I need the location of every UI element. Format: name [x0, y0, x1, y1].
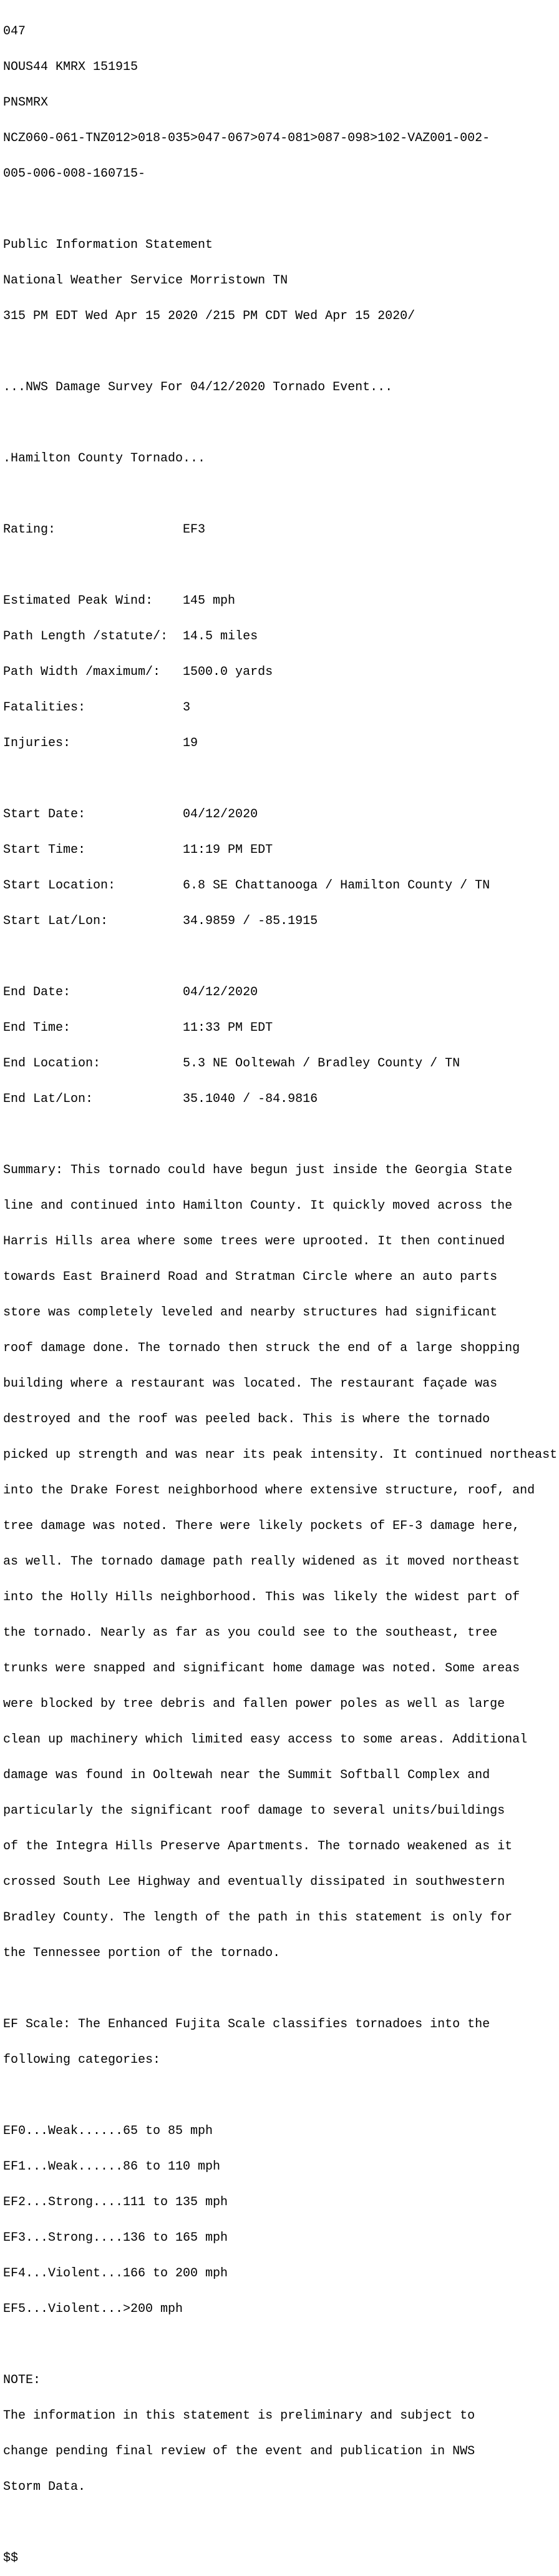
summary-line: clean up machinery which limited easy access to some areas. Additional	[3, 1733, 528, 1747]
ef-scale-row: EF0...Weak......65 to 85 mph	[3, 2124, 213, 2138]
end-info-line: End Date: 04/12/2020	[3, 985, 258, 1000]
end-info-line: End Location: 5.3 NE Ooltewah / Bradley County / TN	[3, 1056, 460, 1071]
summary-line: roof damage done. The tornado then struck the end of a large shopping	[3, 1341, 520, 1355]
start-info-line: Start Date: 04/12/2020	[3, 807, 258, 822]
blank-line	[3, 2517, 559, 2529]
end-info-line: End Time: 11:33 PM EDT	[3, 1021, 273, 1035]
blank-line	[3, 559, 559, 571]
summary-line: towards East Brainerd Road and Stratman Circle where an auto parts	[3, 1270, 498, 1284]
blank-line	[3, 951, 559, 963]
product-issued-time: 315 PM EDT Wed Apr 15 2020 /215 PM CDT Wed Apr 15 2020/	[3, 309, 416, 323]
stat-line: Estimated Peak Wind: 145 mph	[3, 594, 236, 608]
blank-line	[3, 417, 559, 429]
blank-line	[3, 1129, 559, 1141]
note-line: The information in this statement is preliminary and subject to	[3, 2409, 475, 2423]
ef-scale-row: EF3...Strong....136 to 165 mph	[3, 2231, 228, 2245]
summary-line: the tornado. Nearly as far as you could see to the southeast, tree	[3, 1626, 498, 1640]
product-title: Public Information Statement	[3, 238, 213, 252]
summary-line: particularly the significant roof damage to several units/buildings	[3, 1804, 505, 1818]
summary-line: as well. The tornado damage path really widened as it moved northeast	[3, 1555, 520, 1569]
header-sequence-line: 047	[3, 24, 26, 39]
start-info-line: Start Location: 6.8 SE Chattanooga / Hamilton County / TN	[3, 878, 490, 893]
summary-line: were blocked by tree debris and fallen power poles as well as large	[3, 1697, 505, 1711]
ef-scale-row: EF5...Violent...>200 mph	[3, 2302, 183, 2316]
summary-line: into the Holly Hills neighborhood. This was likely the widest part of	[3, 1590, 520, 1605]
blank-line	[3, 1983, 559, 1995]
stat-line: Path Length /statute/: 14.5 miles	[3, 629, 258, 644]
summary-line: store was completely leveled and nearby structures had significant	[3, 1305, 498, 1320]
blank-line	[3, 346, 559, 358]
summary-line: Summary: This tornado could have begun just inside the Georgia State	[3, 1163, 513, 1177]
summary-line: trunks were snapped and significant home damage was noted. Some areas	[3, 1661, 520, 1676]
summary-line: damage was found in Ooltewah near the Summit Softball Complex and	[3, 1768, 490, 1782]
headline: ...NWS Damage Survey For 04/12/2020 Tornado Event...	[3, 380, 393, 395]
summary-line: destroyed and the roof was peeled back. This is where the tornado	[3, 1412, 490, 1427]
start-info-line: Start Lat/Lon: 34.9859 / -85.1915	[3, 914, 318, 928]
note-line: Storm Data.	[3, 2480, 86, 2494]
stat-line: Injuries: 19	[3, 736, 198, 750]
section-title: .Hamilton County Tornado...	[3, 451, 206, 466]
summary-line: crossed South Lee Highway and eventually dissipated in southwestern	[3, 1875, 505, 1889]
stat-line: Path Width /maximum/: 1500.0 yards	[3, 665, 273, 679]
summary-line: building where a restaurant was located. The restaurant façade was	[3, 1377, 498, 1391]
rating-line: Rating: EF3	[3, 523, 206, 537]
blank-line	[3, 204, 559, 215]
summary-line: line and continued into Hamilton County. It quickly moved across the	[3, 1199, 513, 1213]
summary-line: into the Drake Forest neighborhood where extensive structure, roof, and	[3, 1483, 535, 1498]
product-terminator: $$	[3, 2551, 19, 2565]
ef-scale-row: EF1...Weak......86 to 110 mph	[3, 2160, 221, 2174]
start-info-line: Start Time: 11:19 PM EDT	[3, 843, 273, 857]
blank-line	[3, 773, 559, 785]
ef-scale-row: EF4...Violent...166 to 200 mph	[3, 2266, 228, 2281]
blank-line	[3, 2339, 559, 2351]
summary-line: of the Integra Hills Preserve Apartments. The tornado weakened as it	[3, 1839, 513, 1854]
summary-line: picked up strength and was near its peak intensity. It continued northeast	[3, 1448, 558, 1462]
ef-scale-row: EF2...Strong....111 to 135 mph	[3, 2195, 228, 2210]
note-label: NOTE:	[3, 2373, 41, 2387]
summary-line: the Tennessee portion of the tornado.	[3, 1946, 281, 1960]
note-line: change pending final review of the event and publication in NWS	[3, 2444, 475, 2459]
stat-line: Fatalities: 3	[3, 701, 191, 715]
blank-line	[3, 488, 559, 500]
blank-line	[3, 2090, 559, 2102]
header-awips-line: PNSMRX	[3, 96, 49, 110]
product-office: National Weather Service Morristown TN	[3, 273, 288, 288]
header-ugc-line: NCZ060-061-TNZ012>018-035>047-067>074-081>087-098>102-VAZ001-002-	[3, 131, 490, 145]
ef-scale-intro-line: EF Scale: The Enhanced Fujita Scale classifies tornadoes into the	[3, 2017, 490, 2032]
summary-line: Bradley County. The length of the path in this statement is only for	[3, 1910, 513, 1925]
summary-line: Harris Hills area where some trees were uprooted. It then continued	[3, 1234, 505, 1249]
header-wmo-line: NOUS44 KMRX 151915	[3, 60, 139, 74]
summary-line: tree damage was noted. There were likely pockets of EF-3 damage here,	[3, 1519, 520, 1533]
header-ugc-line: 005-006-008-160715-	[3, 167, 146, 181]
ef-scale-intro-line: following categories:	[3, 2053, 161, 2067]
end-info-line: End Lat/Lon: 35.1040 / -84.9816	[3, 1092, 318, 1106]
